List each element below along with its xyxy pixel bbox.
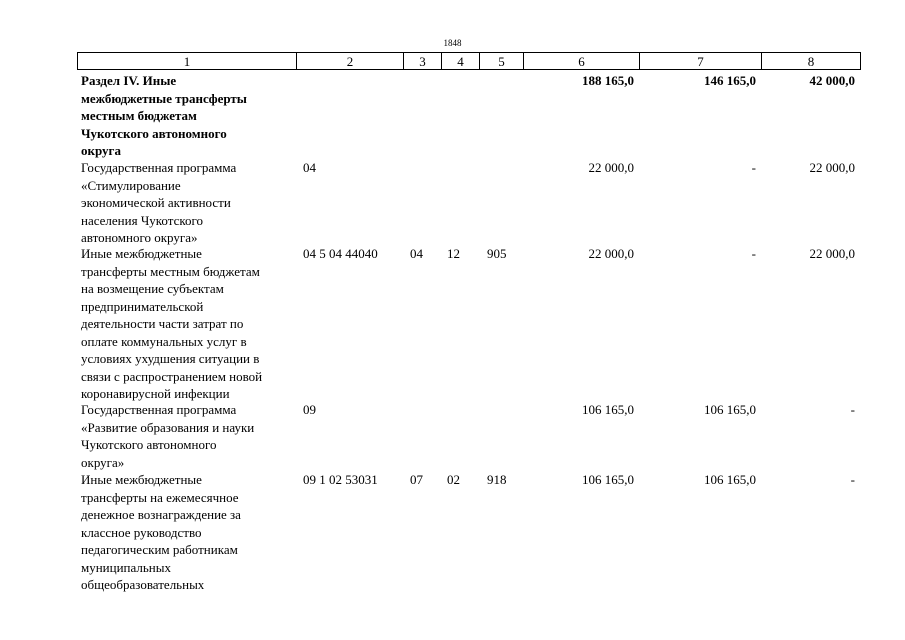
header-cell-2: 2 — [296, 52, 404, 70]
row-name-line: условиях ухудшения ситуации в — [81, 351, 260, 366]
row-name-line: муниципальных — [81, 559, 172, 575]
row-name-line: экономической активности — [81, 195, 231, 210]
page-number: 1848 — [443, 38, 462, 48]
row-name — [81, 245, 296, 403]
row-code: 09 — [303, 402, 316, 417]
row-name — [81, 401, 296, 471]
row-name-line: местным бюджетам — [81, 108, 197, 123]
row-value-regional: - — [850, 472, 855, 487]
row-name-line: связи с распространением новой — [81, 368, 263, 384]
row-name-line: Государственная программа — [81, 402, 237, 417]
row-name-line: Чукотского автономного — [81, 125, 227, 141]
row-name-line: оплате коммунальных услуг в — [81, 333, 247, 349]
row-subsection: 02 — [447, 472, 460, 487]
row-value-federal: - — [751, 160, 756, 175]
row-name-line: коронавирусной инфекции — [81, 386, 230, 401]
row-name — [81, 72, 296, 160]
row-value-total: 22 000,0 — [588, 160, 634, 175]
header-cell-5: 5 — [479, 52, 524, 70]
row-name-line: трансферты на ежемесячное — [81, 489, 239, 505]
row-value-federal: - — [751, 246, 756, 261]
row-expense-type: 905 — [487, 246, 507, 261]
row-name-line: педагогическим работникам — [81, 542, 238, 557]
row-name-line: Государственная программа — [81, 160, 237, 175]
row-value-regional: 22 000,0 — [809, 246, 855, 261]
row-name-line: Раздел IV. Иные — [81, 73, 177, 88]
row-value-total: 106 165,0 — [582, 472, 634, 487]
row-name-line: на возмещение субъектам — [81, 281, 224, 296]
row-value-total: 188 165,0 — [582, 73, 634, 88]
row-name-line: «Развитие образования и науки — [81, 419, 255, 435]
header-cell-7: 7 — [639, 52, 762, 70]
row-name-line: округа» — [81, 454, 125, 470]
row-code: 04 — [303, 160, 316, 175]
header-cell-1: 1 — [77, 52, 297, 70]
row-code: 04 5 04 44040 — [303, 246, 378, 261]
row-name-line: «Стимулирование — [81, 177, 181, 193]
row-name-line: классное руководство — [81, 524, 202, 540]
row-value-federal: 106 165,0 — [704, 472, 756, 487]
header-cell-6: 6 — [523, 52, 640, 70]
row-name-line: общеобразовательных — [81, 577, 205, 592]
row-value-regional: - — [850, 402, 855, 417]
header-cell-3: 3 — [403, 52, 442, 70]
row-value-regional: 22 000,0 — [809, 160, 855, 175]
row-expense-type: 918 — [487, 472, 507, 487]
row-name-line: межбюджетные трансферты — [81, 90, 247, 106]
header-cell-4: 4 — [441, 52, 480, 70]
row-code: 09 1 02 53031 — [303, 472, 378, 487]
row-value-regional: 42 000,0 — [809, 73, 855, 88]
row-name-line: населения Чукотского — [81, 212, 204, 228]
row-section: 07 — [410, 472, 423, 487]
row-name-line: Иные межбюджетные — [81, 472, 202, 487]
row-name-line: Чукотского автономного — [81, 437, 217, 452]
row-name-line: округа — [81, 143, 121, 158]
row-name — [81, 159, 296, 247]
row-value-federal: 106 165,0 — [704, 402, 756, 417]
row-subsection: 12 — [447, 246, 460, 261]
row-section: 04 — [410, 246, 423, 261]
row-name-line: Иные межбюджетные — [81, 246, 202, 261]
header-cell-8: 8 — [761, 52, 861, 70]
row-name-line: автономного округа» — [81, 230, 198, 245]
row-name-line: трансферты местным бюджетам — [81, 263, 260, 279]
row-value-total: 106 165,0 — [582, 402, 634, 417]
row-name-line: предпринимательской — [81, 298, 204, 314]
row-name — [81, 471, 296, 594]
row-value-federal: 146 165,0 — [704, 73, 756, 88]
row-name-line: деятельности части затрат по — [81, 316, 244, 331]
row-name-line: денежное вознаграждение за — [81, 507, 241, 522]
row-value-total: 22 000,0 — [588, 246, 634, 261]
